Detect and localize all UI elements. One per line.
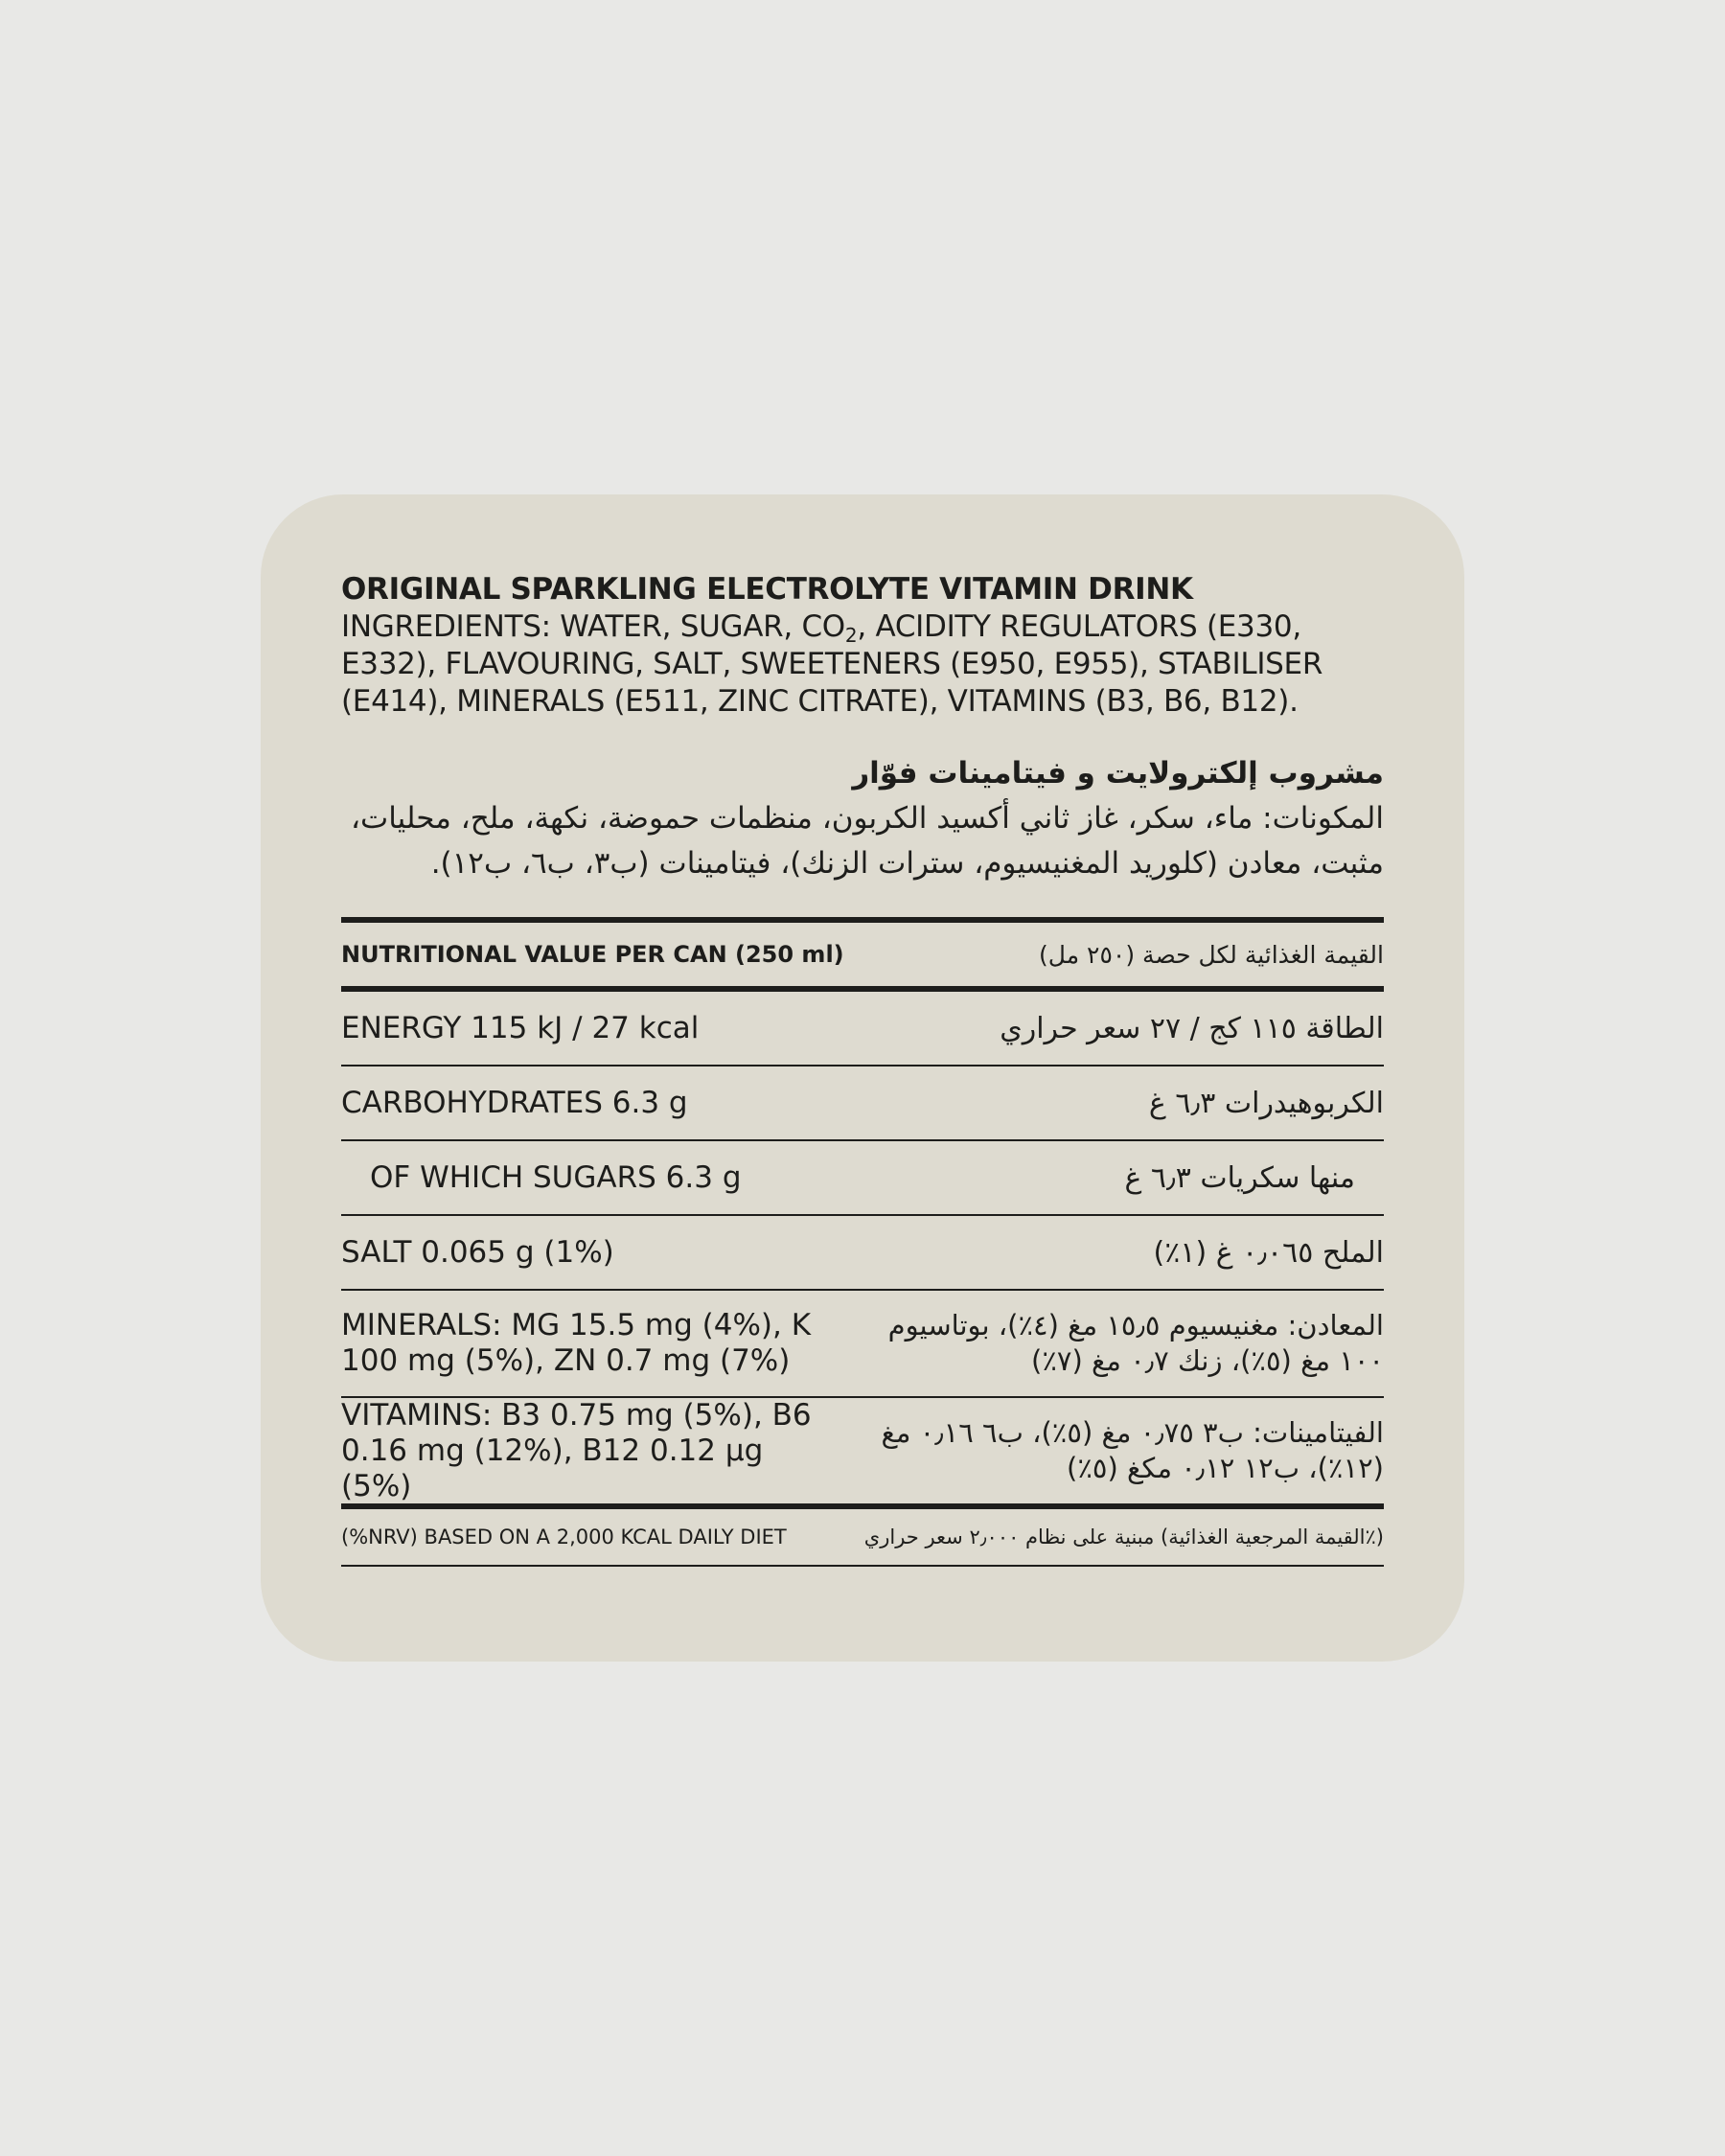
salt-english: SALT 0.065 g (1%) (341, 1235, 614, 1270)
english-ingredients (341, 608, 1384, 721)
english-product-title: ORIGINAL SPARKLING ELECTROLYTE VITAMIN DRINK (341, 572, 1193, 607)
table-row-energy (341, 992, 1384, 1065)
table-row-carbohydrates (341, 1067, 1384, 1139)
energy-arabic: الطاقة ١١٥ كج / ٢٧ سعر حراري (1000, 1011, 1384, 1045)
arabic-section (341, 751, 1384, 886)
co2-subscript: 2 (844, 624, 858, 647)
header-english: NUTRITIONAL VALUE PER CAN (250 ml) (341, 941, 844, 968)
vitamins-english: VITAMINS: B3 0.75 mg (5%), B6 0.16 mg (12%), B12 0.12 µg (5%) (341, 1397, 812, 1503)
table-row-minerals (341, 1291, 1384, 1396)
carbohydrates-arabic: الكربوهيدرات ٦٫٣ غ (1148, 1086, 1384, 1120)
carbohydrates-english: CARBOHYDRATES 6.3 g (341, 1086, 688, 1120)
table-header-row (341, 923, 1384, 986)
nutrition-label-card (261, 494, 1464, 1662)
salt-arabic: الملح ٠٫٠٦٥ غ (١٪) (1153, 1235, 1384, 1270)
table-row-sugars (341, 1141, 1384, 1214)
english-section (341, 571, 1384, 721)
footer-arabic: (٪القيمة المرجعية الغذائية) مبنية على نظام ٢٫٠٠٠ سعر حراري (863, 1525, 1384, 1548)
minerals-arabic: المعادن: مغنيسيوم ١٥٫٥ مغ (٤٪)، بوتاسيوم ١٠٠ مغ (٥٪)، زنك ٠٫٧ مغ (٧٪) (887, 1309, 1384, 1377)
arabic-ingredients: المكونات: ماء، سكر، غاز ثاني أكسيد الكربون، منظمات حموضة، نكهة، ملح، محليات، مثبت، معادن (كلوريد المغنيسيوم، سترات الزنك)، فيتامينات (ب٣، ب٦، ب١٢). (351, 801, 1384, 881)
energy-english: ENERGY 115 kJ / 27 kcal (341, 1011, 700, 1045)
ingredients-prefix: INGREDIENTS: WATER, SUGAR, CO (341, 609, 845, 644)
table-row-salt (341, 1216, 1384, 1289)
footer-rule (341, 1565, 1384, 1567)
table-footer-row (341, 1509, 1384, 1565)
sugars-arabic: منها سكريات ٦٫٣ غ (1124, 1160, 1355, 1195)
footer-english: (%NRV) BASED ON A 2,000 KCAL DAILY DIET (341, 1525, 787, 1548)
sugars-english: OF WHICH SUGARS 6.3 g (370, 1160, 742, 1195)
table-row-vitamins (341, 1398, 1384, 1503)
minerals-english: MINERALS: MG 15.5 mg (4%), K 100 mg (5%), ZN 0.7 mg (7%) (341, 1308, 812, 1378)
label-content (341, 571, 1384, 1567)
header-arabic: القيمة الغذائية لكل حصة (٢٥٠ مل) (1039, 940, 1384, 969)
arabic-product-title: مشروب إلكترولايت و فيتامينات فوّار (852, 756, 1384, 791)
ingredients-rest: , ACIDITY REGULATORS (E330, E332), FLAVOURING, SALT, SWEETENERS (E950, E955), STABILISER (E414), MINERALS (E511, ZINC CITRATE), VITAMINS (B3, B6, B12). (341, 609, 1323, 719)
vitamins-arabic: الفيتامينات: ب٣ ٠٫٧٥ مغ (٥٪)، ب٦ ٠٫١٦ مغ (١٢٪)، ب١٢ ٠٫١٢ مكغ (٥٪) (881, 1416, 1384, 1484)
